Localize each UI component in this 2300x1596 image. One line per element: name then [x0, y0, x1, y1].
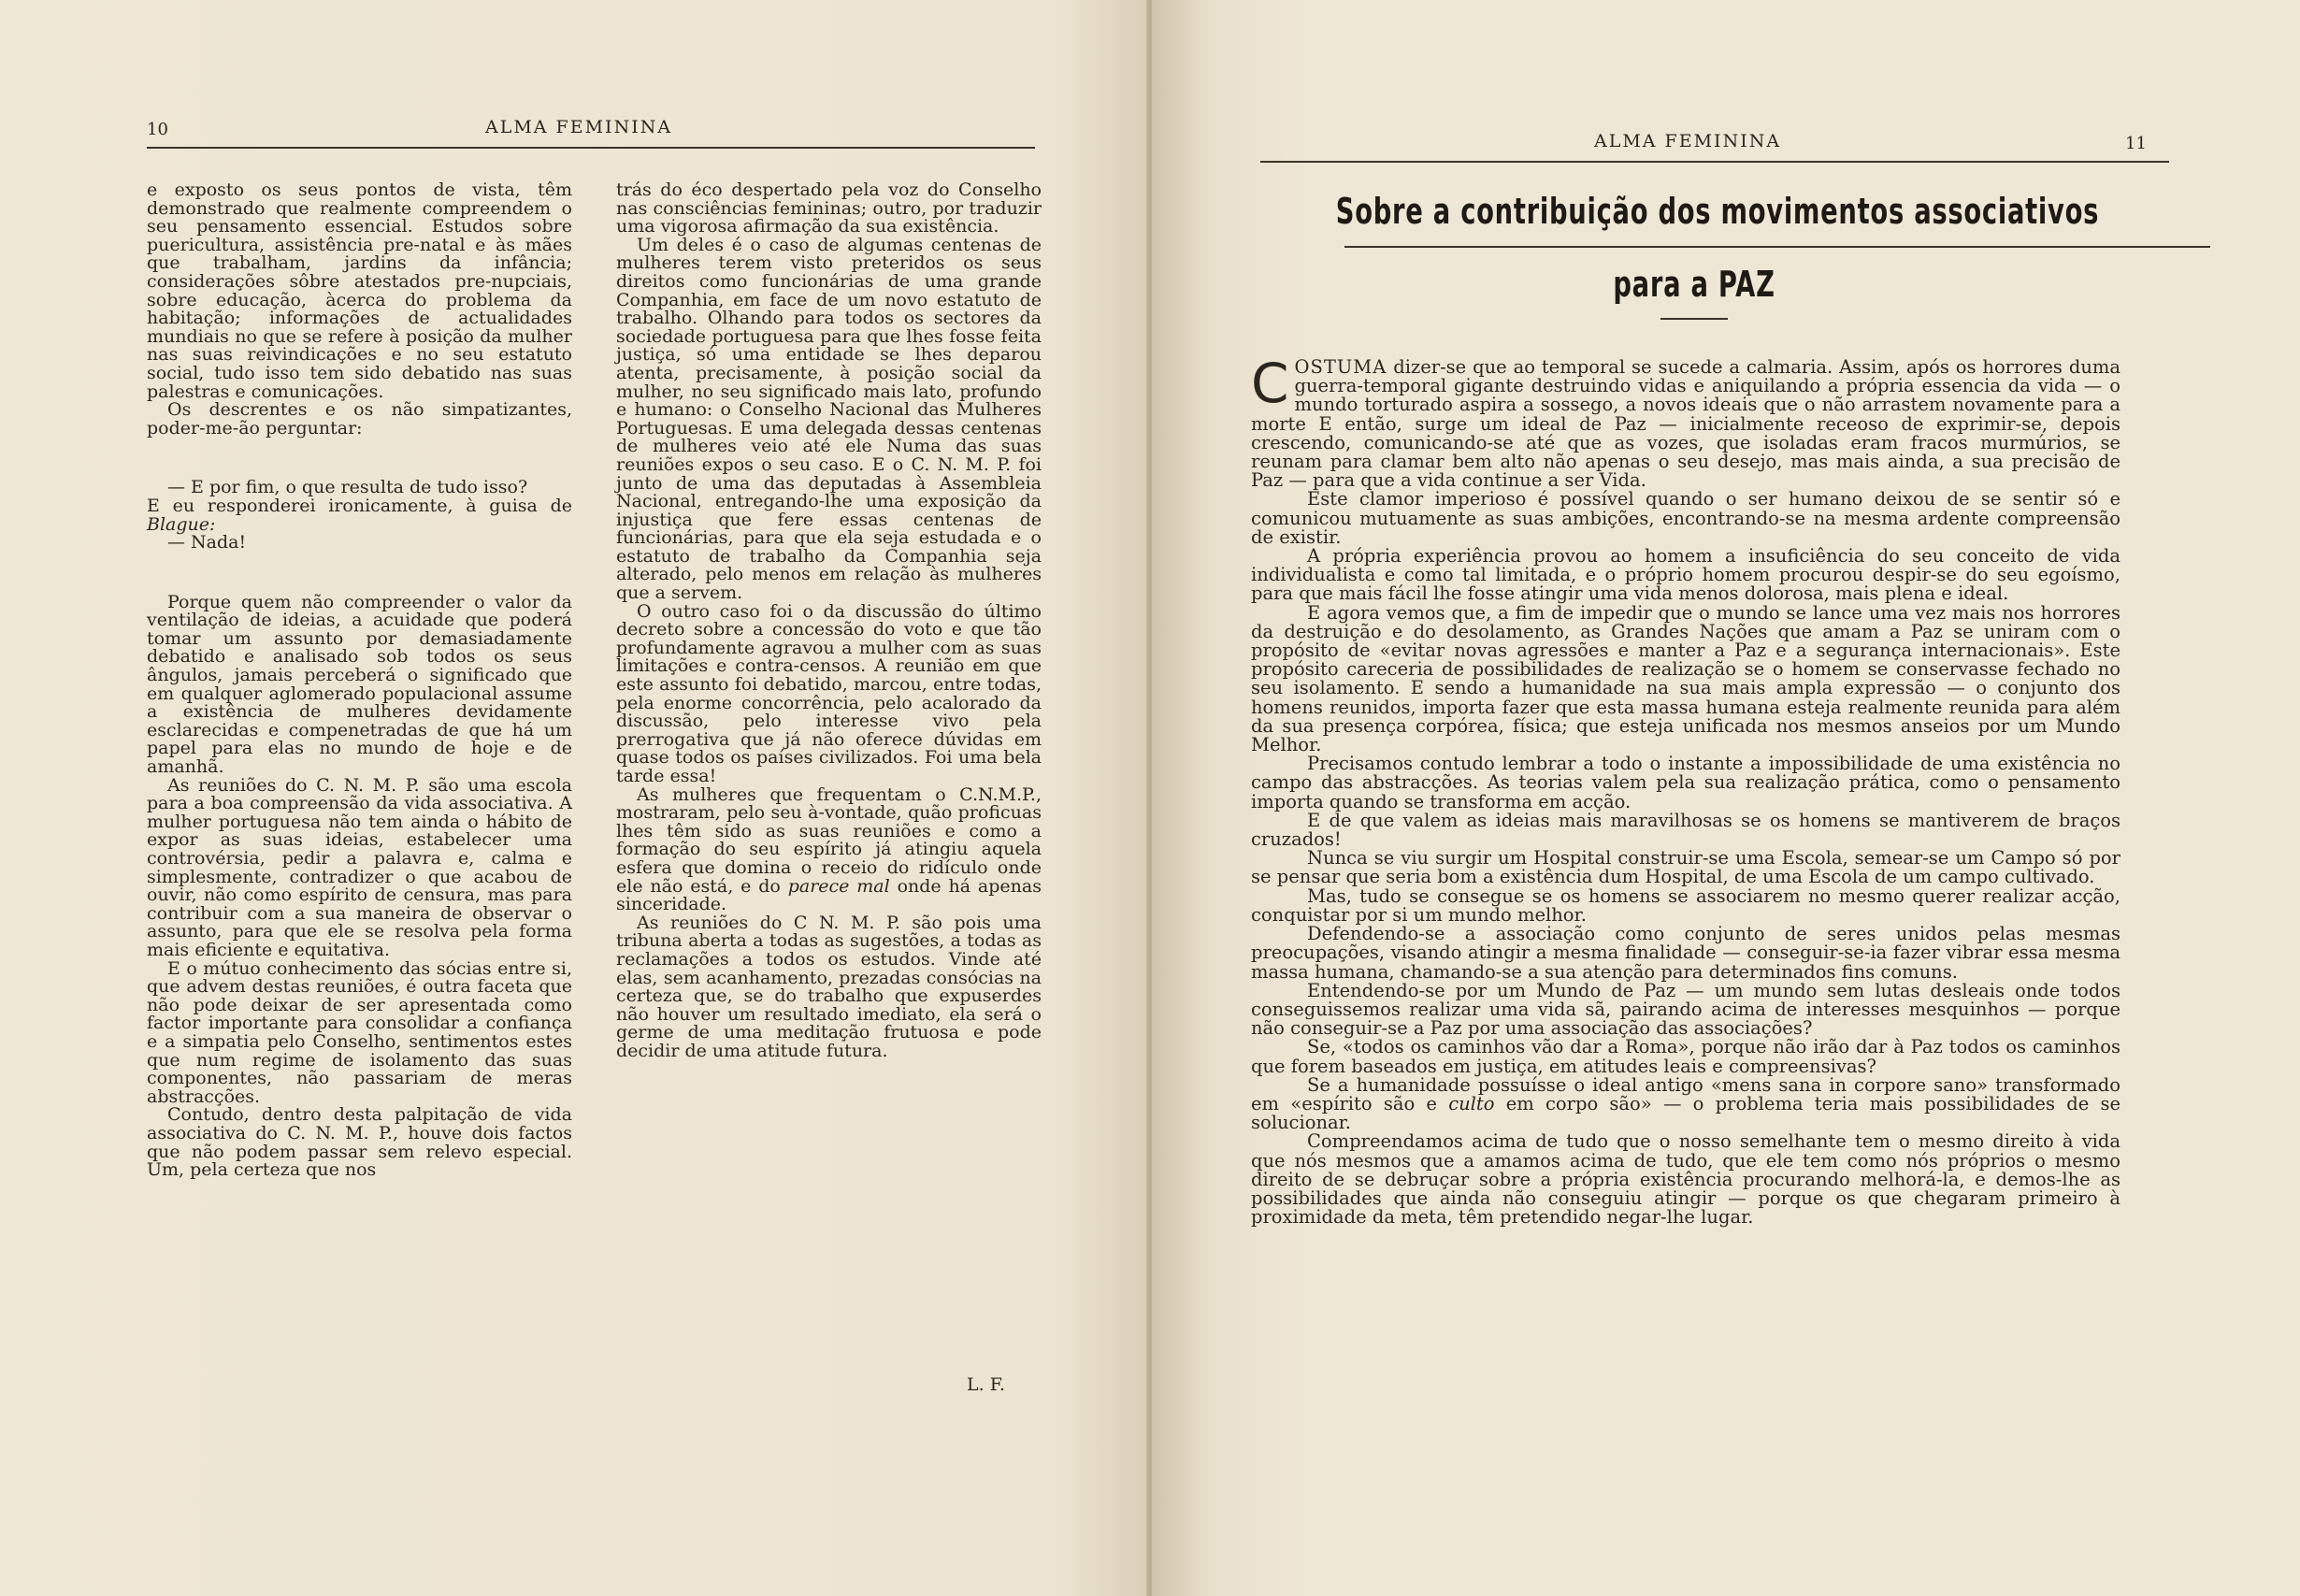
- paragraph: Um deles é o caso de algumas centenas de mulheres terem visto preteridos os seus direitos como funcionárias de uma grande Companhia, em face de um novo estatuto de trabalho. Olhando para todos os sectores da sociedade portuguesa para que lhes fosse feita justiça, só uma entidade se lhes deparou atenta, precisamente, à posição social da mulher, no seu significado mais lato, profundo e humano: o Conselho Nacional das Mulheres Portuguesas. E uma delegada dessas centenas de mulheres veio até ele Numa das suas reuniões expos o seu caso. E o C. N. M. P. foi junto de uma das deputadas à Assembleia Nacional, entregando-lhe uma exposição da injustiça que fere essas centenas de funcionárias, para que ela seja estudada e o estatuto de trabalho da Companhia seja alterado, pelo menos em relação às mulheres que a servem.: [616, 234, 1042, 604]
- article-title-line-1: Sobre a contribuição dos movimentos associativos: [1335, 191, 2100, 232]
- author-signature: L. F.: [967, 1374, 1005, 1395]
- italic-text: culto: [1448, 1092, 1495, 1114]
- paragraph: Entendendo-se por um Mundo de Paz — um mundo sem lutas desleais onde todos conseguissemos realizar uma vida sã, pairando acima de interesses mesquinhos — porque não conseguir-se a Paz por uma associação das associações?: [1251, 979, 2120, 1040]
- lead-text: dizer-se que ao temporal se sucede a calmaria. Assim, após os horrores duma guerra-temporal gigante destruindo vidas e aniquilando a própria essencia da vida — o mundo torturado aspira a sossego, a novos ideais que o não arrastem novamente para a morte E então, surge um ideal de Paz — inicialmente receoso de exprimir-se, depois crescendo, comunicando-se até que as vozes, que isoladas eram fracos murmúrios, se reunam para clamar bem alto não apenas o seu desejo, mas mais ainda, a sua precisão de Paz — para que a vida continue a ser Vida.: [1251, 356, 2120, 492]
- paragraph: Mas, tudo se consegue se os homens se associarem no mesmo querer realizar acção, conquistar por si um mundo melhor.: [1251, 884, 2120, 926]
- page-number-left: 10: [147, 120, 168, 139]
- title-underline: [1660, 318, 1728, 320]
- paragraph: — E por fim, o que resulta de tudo isso?: [167, 477, 528, 498]
- running-head-left: ALMA FEMININA: [485, 117, 673, 137]
- paragraph: Defendendo-se a associação como conjunto de seres unidos pelas mesmas preocupações, visando atingir a mesma finalidade — conseguir-se-ia fazer vibrar essa mesma massa humana, chamando-se a sua atenção para determinados fins comuns.: [1251, 923, 2120, 983]
- article-body: [1251, 352, 2121, 1229]
- drop-cap: C: [1251, 352, 1289, 415]
- paragraph: Precisamos contudo lembrar a todo o instante a impossibilidade de uma existência no campo das abstracções. As teorias valem pela sua realização prática, como o pensamento importa quando se transforma em acção.: [1251, 753, 2120, 812]
- left-column-1: [147, 181, 572, 1180]
- header-rule-right: [1260, 161, 2169, 163]
- paragraph: Nunca se viu surgir um Hospital construir-se uma Escola, semear-se um Campo só por se pensar que seria bom a existência dum Hospital, de uma Escola de um campo cultivado.: [1251, 847, 2120, 888]
- italic-text: parece mal: [787, 875, 890, 897]
- paragraph: As reuniões do C. N. M. P. são uma escola para a boa compreensão da vida associativa. A mulher portuguesa não tem ainda o hábito de expor as suas ideias, estabelecer uma controvérsia, pedir a palavra e, calma e simplesmente, contradizer o que acabou de ouvir, não como espírito de censura, mas para contribuir com a sua maneira de observar o assunto, para que ele se resolva pela forma mais eficiente e equitativa.: [147, 774, 572, 960]
- paragraph: E agora vemos que, a fim de impedir que o mundo se lance uma vez mais nos horrores da destruição e do desolamento, as Grandes Nações que amam a Paz se uniram com o propósito de «evitar novas agressões e manter a Paz e a segurança internacionais». Este propósito careceria de possibilidades de realização se o homem se conservasse fechado no seu isolamento. E sendo a humanidade na sua mais ampla expressão — o conjunto dos homens reunidos, importa fazer que esta massa humana esteja realmente reunida para além da sua presença corpórea, física; que esteja unificada nos mesmos anseios por um Mundo Melhor.: [1251, 601, 2120, 756]
- paragraph: E de que valem as ideias mais maravilhosas se os homens se mantiverem de braços cruzados!: [1251, 809, 2120, 851]
- page-number-right: 11: [2125, 134, 2147, 153]
- left-column-2: [616, 181, 1042, 1061]
- article-title-line-2: para a PAZ: [1613, 264, 1775, 305]
- paragraph: — Nada!: [167, 532, 247, 554]
- header-rule-left: [147, 147, 1035, 149]
- paragraph: [1251, 1073, 2121, 1134]
- text-span: E eu responderei ironicamente, à guisa de: [147, 495, 572, 516]
- paragraph: e exposto os seus pontos de vista, têm demonstrado que realmente compreendem o seu pensamento essencial. Estudos sobre puericultura, assistência pre-natal e às mães que trabalham, jardins da infância; considerações sôbre atestados pre-nupciais, sobre educação, àcerca do problema da habitação; informações de actualidades mundiais no que se refere à posição da mulher nas suas reivindicações e no seu estatuto social, tudo isso tem sido debatido nas suas palestras e comunicações.: [147, 180, 572, 402]
- running-head-right: ALMA FEMININA: [1594, 131, 1782, 151]
- text-span: em corpo são» — o problema teria mais possibilidades de se solucionar.: [1251, 1092, 2121, 1134]
- paragraph: Compreendamos acima de tudo que o nosso semelhante tem o mesmo direito à vida que nós mesmos que a amamos acima de tudo, que ele tem como nós próprios o mesmo direito de se debruçar sobre a própria existência procurando melhorá-la, e demos-lhe as possibilidades que ainda não conseguiu atingir — porque os que chegaram primeiro à proximidade da meta, têm pretendido negar-lhe lugar.: [1251, 1130, 2120, 1229]
- paragraph: As reuniões do C N. M. P. são pois uma tribuna aberta a todas as sugestões, a todas as reclamações a todos os estudos. Vinde até elas, sem acanhamento, prezadas consócias na certeza que, se do trabalho que expuserdes não houver um resultado imediato, ela será o germe de uma meditação frutuosa e pode decidir de uma atitude futura.: [616, 912, 1042, 1061]
- paragraph: Este clamor imperioso é possível quando o ser humano deixou de se sentir só e comunicou mutuamente as suas ambições, encontrando-se na mesma ardente compreensão de existir.: [1251, 488, 2120, 548]
- paragraph: [616, 786, 1042, 914]
- left-page: [0, 0, 1148, 1596]
- lead-caps: OSTUMA: [1294, 356, 1387, 378]
- italic-text: Blague:: [147, 513, 216, 535]
- paragraph: Contudo, dentro desta palpitação de vida associativa do C. N. M. P., houve dois factos que não podem passar sem relevo especial. Um, pela certeza que nos: [147, 1104, 572, 1181]
- text-span: onde há apenas sinceridade.: [616, 875, 1042, 915]
- paragraph: E o mútuo conhecimento das sócias entre si, que advem destas reuniões, é outra faceta que não pode deixar de ser apresentada como factor importante para consolidar a confiança e a simpatia pelo Conselho, sentimentos estes que num regime de isolamento das suas componentes, não passariam de meras abstracções.: [147, 957, 572, 1107]
- paragraph: Os descrentes e os não simpatizantes, poder-me-ão perguntar:: [147, 399, 572, 439]
- paragraph: [147, 497, 572, 534]
- lead-paragraph: [1251, 352, 2120, 492]
- paragraph: A própria experiência provou ao homem a insuficiência do seu conceito de vida individualista e como tal limitada, e o próprio homem procurou despir-se do seu egoísmo, para que mais fácil lhe fosse atingir uma vida menos dolorosa, mais plena e ideal.: [1251, 545, 2120, 605]
- paragraph: trás do éco despertado pela voz do Conselho nas consciências femininas; outro, por traduzir uma vigorosa afirmação da sua existência.: [616, 180, 1042, 237]
- text-span: Se a humanidade possuísse o ideal antigo «mens sana in corpore sano» transformado em «espírito são e: [1251, 1073, 2120, 1114]
- paragraph: Se, «todos os caminhos vão dar a Roma», porque não irão dar à Paz todos os caminhos que forem baseados em justiça, em atitudes leais e compreensivas?: [1251, 1036, 2120, 1077]
- text-span: As mulheres que frequentam o C.N.M.P., mostraram, pelo seu à-vontade, quão proficuas lhes têm sido as suas reuniões e como a formação do seu espírito já atingiu aquela esfera que domina o receio do ridículo onde ele não está, e do: [616, 784, 1042, 897]
- paragraph: O outro caso foi o da discussão do último decreto sobre a concessão do voto e que tão profundamente agravou a mulher com as suas limitações e contra-censos. A reunião em que este assunto foi debatido, marcou, entre todas, pela enorme concorrência, pelo acalorado da discussão, pelo interesse vivo pela prerrogativa que já não oferece dúvidas em quase todos os países civilizados. Foi uma bela tarde essa!: [616, 600, 1042, 786]
- title-rule: [1344, 246, 2210, 248]
- paragraph: Porque quem não compreender o valor da ventilação de ideias, a acuidade que poderá tomar um assunto por demasiadamente debatido e analisado sob todos os seus ângulos, jamais perceberá o significado que em qualquer aglomerado populacional assume a existência de mulheres devidamente esclarecidas e compenetradas de que há um papel para elas no mundo de hoje e de amanhã.: [147, 591, 572, 778]
